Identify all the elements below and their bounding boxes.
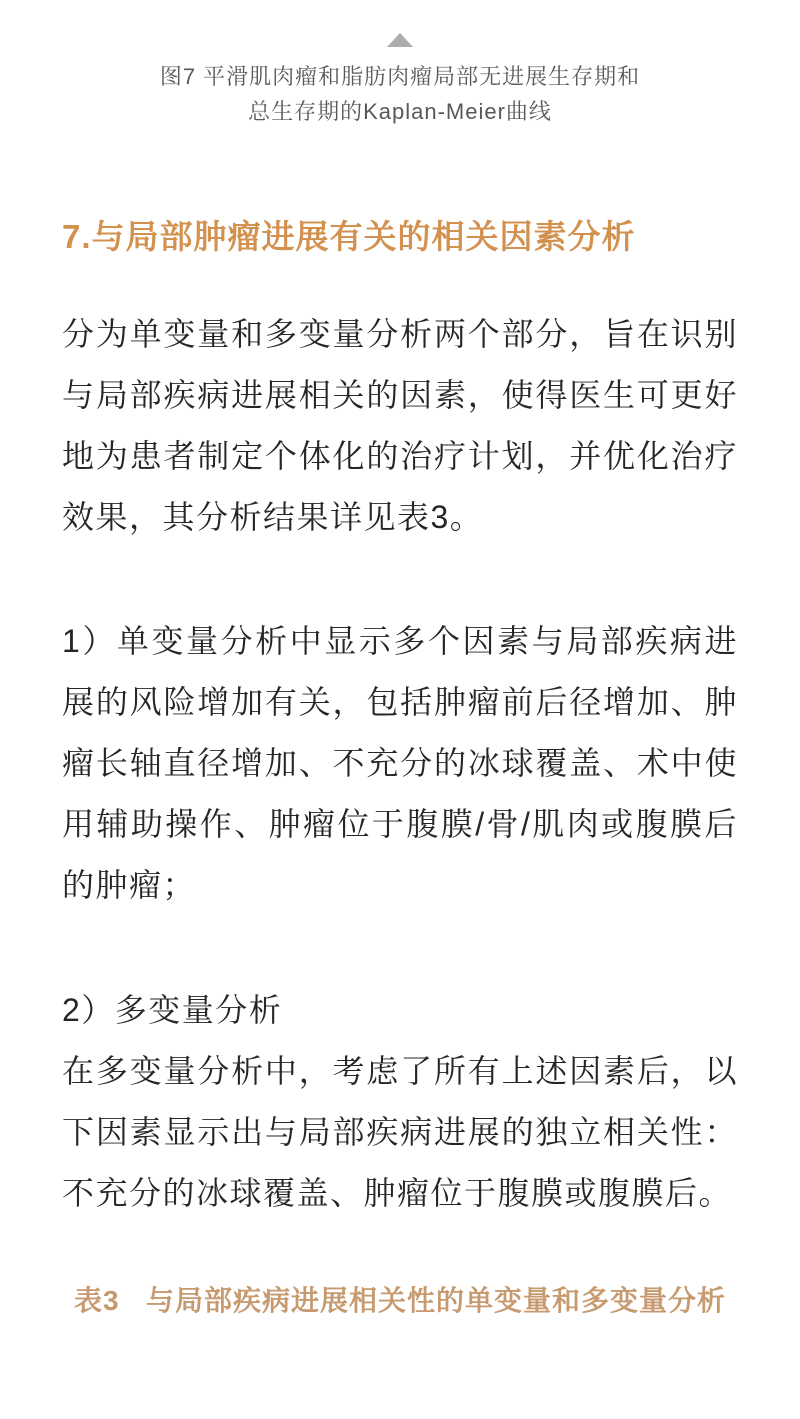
figure-caption-line-2: 总生存期的Kaplan-Meier曲线 [248,99,552,124]
multivariate-text: 在多变量分析中，考虑了所有上述因素后，以下因素显示出与局部疾病进展的独立相关性：不充分的冰球覆盖、肿瘤位于腹膜或腹膜后。 [62,1053,738,1211]
paragraph-univariate-analysis: 1）单变量分析中显示多个因素与局部疾病进展的风险增加有关，包括肿瘤前后径增加、肿瘤长轴直径增加、不充分的冰球覆盖、术中使用辅助操作、肿瘤位于腹膜/骨/肌肉或腹膜后的肿瘤； [62,623,738,903]
figure-caption [0,59,800,129]
multivariate-label: 2）多变量分析 [62,992,283,1028]
paragraph-analysis-intro: 分为单变量和多变量分析两个部分，旨在识别与局部疾病进展相关的因素，使得医生可更好地为患者制定个体化的治疗计划，并优化治疗效果，其分析结果详见表3。 [62,316,738,535]
section-heading: 7.与局部肿瘤进展有关的相关因素分析 [62,218,636,255]
triangle-up-icon [387,33,413,47]
paragraph-multivariate-analysis [62,980,738,1224]
table3-caption: 表3 与局部疾病进展相关性的单变量和多变量分析 [74,1285,726,1316]
figure-caption-line-1: 图7 平滑肌肉瘤和脂肪肉瘤局部无进展生存期和 [159,64,641,89]
